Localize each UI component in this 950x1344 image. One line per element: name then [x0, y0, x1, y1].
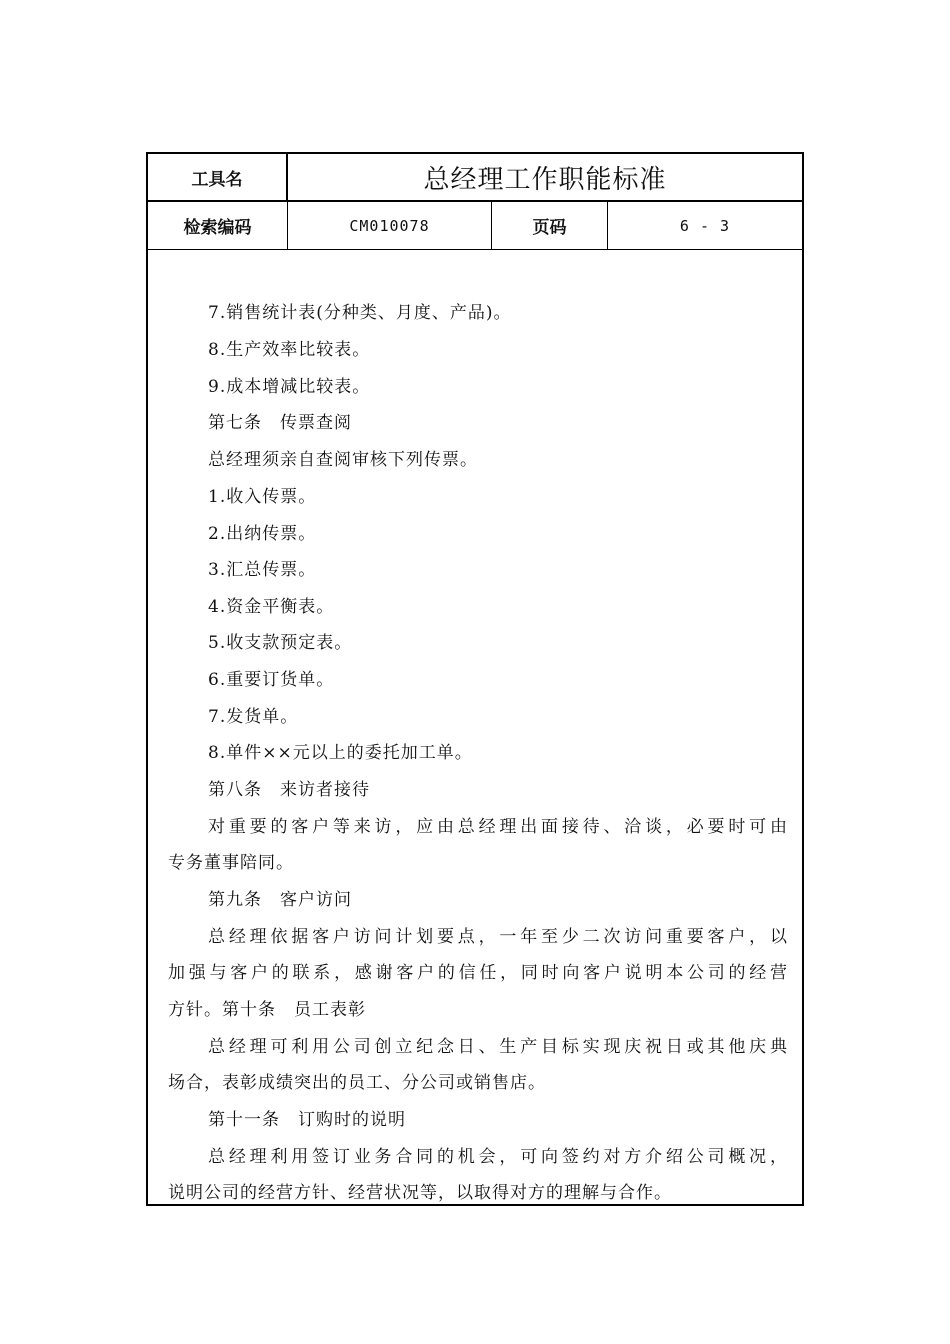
body-line: 5.收支款预定表。 [208, 633, 353, 653]
tool-name-label: 工具名 [191, 169, 243, 190]
body-line: 9.成本增减比较表。 [208, 377, 371, 397]
body-line: 总经理须亲自查阅审核下列传票。 [208, 450, 478, 470]
body-line: 8.生产效率比较表。 [208, 340, 371, 360]
header-row-1 [148, 154, 802, 202]
body-line: 7.销售统计表(分种类、月度、产品)。 [208, 303, 512, 323]
search-code-value-cell [288, 202, 492, 249]
body-line: 总经理依据客户访问计划要点，一年至少二次访问重要客户，以 [208, 927, 788, 947]
body-line: 加强与客户的联系，感谢客户的信任，同时向客户说明本公司的经营 [168, 963, 788, 983]
body-line: 6.重要订货单。 [208, 670, 335, 690]
tool-name-label-cell [148, 154, 288, 200]
article-heading: 第八条 来访者接待 [208, 780, 370, 800]
title-cell [288, 154, 802, 200]
document-body [148, 250, 802, 1204]
article-heading: 第十一条 订购时的说明 [208, 1110, 406, 1130]
page-value-cell [608, 202, 802, 249]
body-line: 场合，表彰成绩突出的员工、分公司或销售店。 [168, 1073, 546, 1093]
body-line: 总经理利用签订业务合同的机会，可向签约对方介绍公司概况， [208, 1147, 788, 1167]
header-row-2 [148, 202, 802, 250]
body-line: 8.单件××元以上的委托加工单。 [208, 743, 473, 763]
body-line: 说明公司的经营方针、经营状况等，以取得对方的理解与合作。 [168, 1183, 672, 1203]
body-line: 对重要的客户等来访，应由总经理出面接待、洽谈，必要时可由 [208, 817, 788, 837]
document-title: 总经理工作职能标准 [423, 164, 667, 195]
page-label: 页码 [532, 218, 567, 238]
article-heading: 第七条 传票查阅 [208, 413, 352, 433]
search-code-value: CM010078 [349, 216, 430, 235]
body-line: 3.汇总传票。 [208, 560, 317, 580]
body-line: 专务董事陪同。 [168, 853, 294, 873]
page-value: 6 - 3 [679, 216, 731, 235]
search-code-label: 检索编码 [183, 218, 252, 238]
body-line: 方针。第十条 员工表彰 [168, 1000, 366, 1020]
article-heading: 第九条 客户访问 [208, 890, 352, 910]
search-code-label-cell [148, 202, 288, 249]
body-line: 2.出纳传票。 [208, 524, 317, 544]
body-line: 总经理可利用公司创立纪念日、生产目标实现庆祝日或其他庆典 [208, 1037, 788, 1057]
body-line: 7.发货单。 [208, 707, 299, 727]
body-line: 1.收入传票。 [208, 487, 317, 507]
body-line: 4.资金平衡表。 [208, 597, 335, 617]
document-table [146, 152, 804, 1206]
page-label-cell [492, 202, 608, 249]
